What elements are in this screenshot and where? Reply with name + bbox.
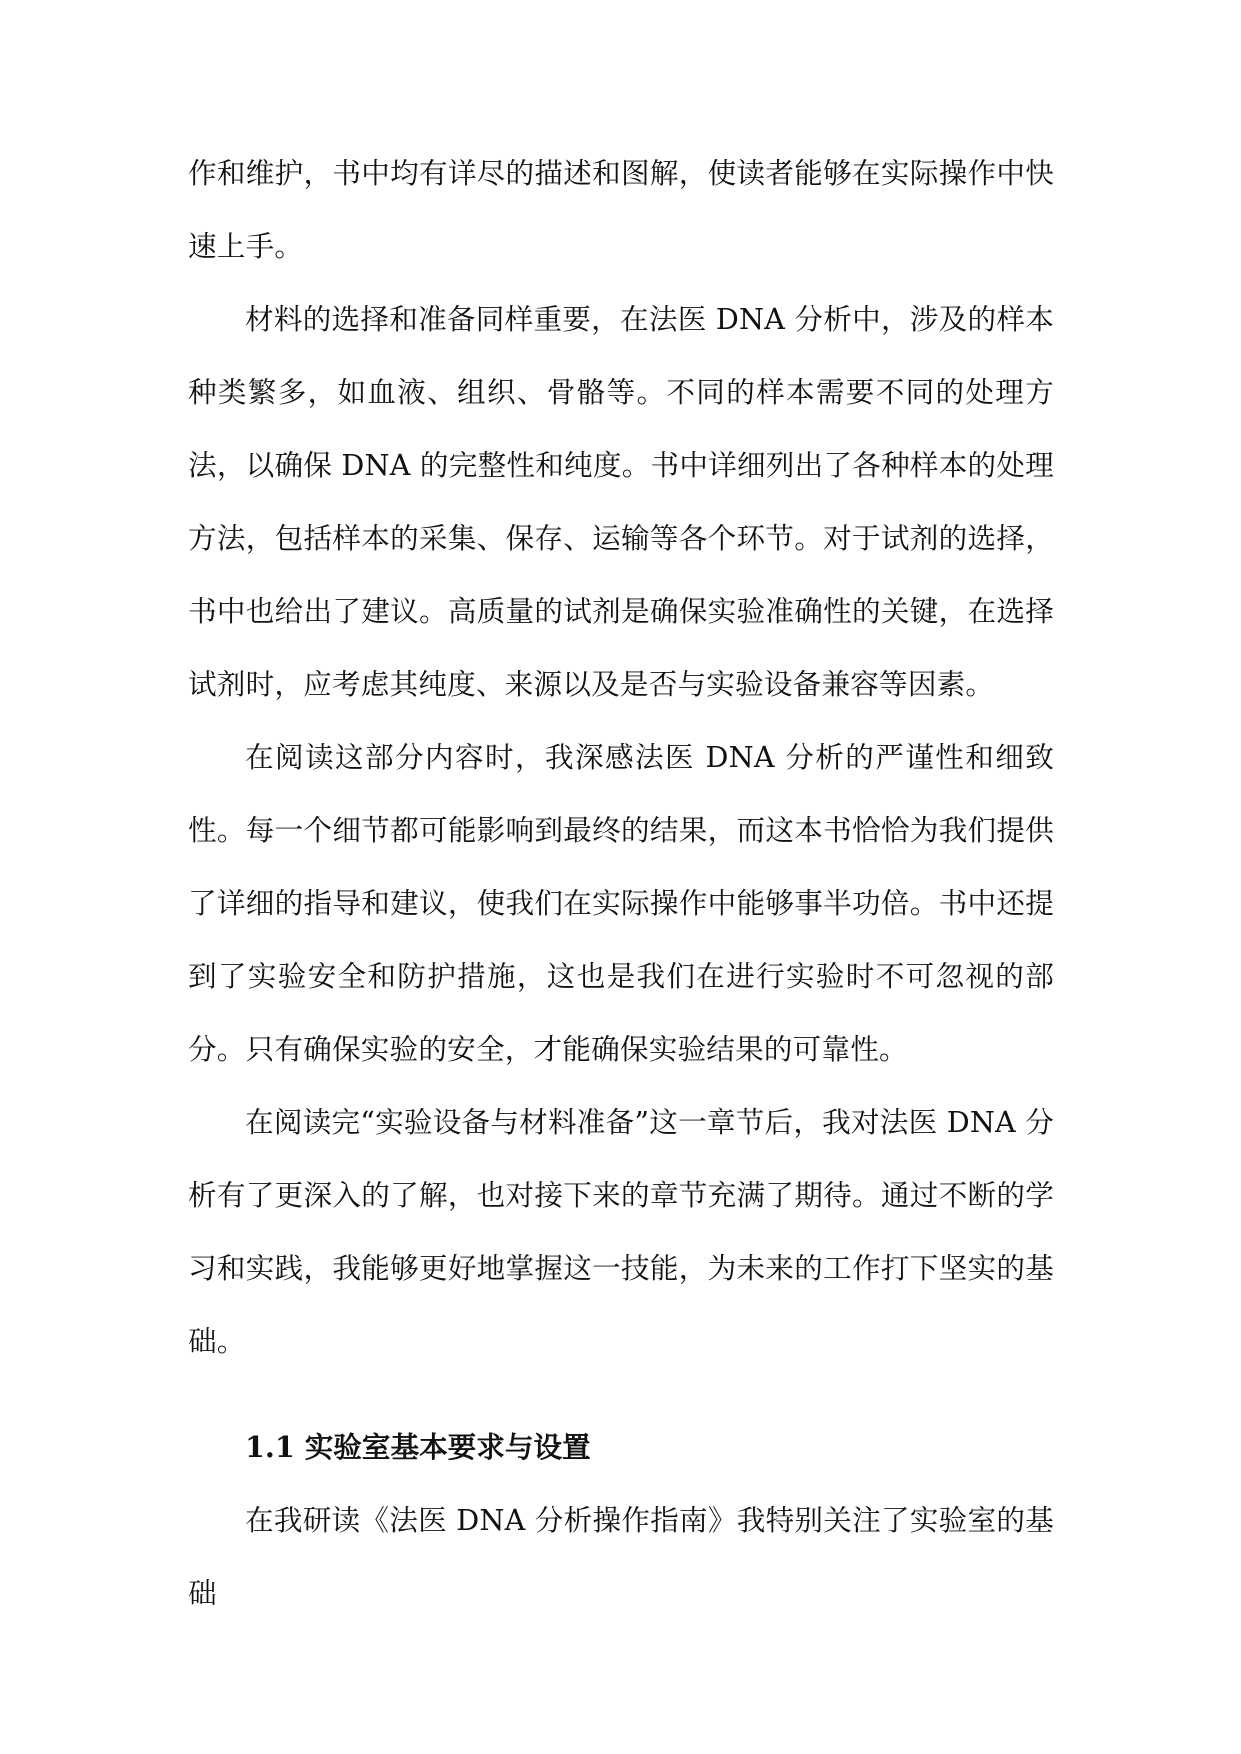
section-heading: 1.1 实验室基本要求与设置 [245, 1430, 591, 1464]
paragraph-materials: 材料的选择和准备同样重要，在法医 DNA 分析中，涉及的样本种类繁多，如血液、组织、骨骼等。不同的样本需要不同的处理方法，以确保 DNA 的完整性和纯度。书中详细列出了各种样本的处理方法，包括样本的采集、保存、运输等各个环节。对于试剂的选择，书中也给出了建议。高质量的试剂是确保实验准确性的关键，在选择试剂时，应考虑其纯度、来源以及是否与实验设备兼容等因素。 [188, 302, 1054, 701]
paragraph-chapter-summary: 在阅读完“实验设备与材料准备”这一章节后，我对法医 DNA 分析有了更深入的了解，也对接下来的章节充满了期待。通过不断的学习和实践，我能够更好地掌握这一技能，为未来的工作打下坚实的基础。 [188, 1105, 1054, 1358]
paragraph-section-intro: 在我研读《法医 DNA 分析操作指南》我特别关注了实验室的基础 [188, 1503, 1054, 1610]
paragraph-reflection: 在阅读这部分内容时，我深感法医 DNA 分析的严谨性和细致性。每一个细节都可能影响到最终的结果，而这本书恰恰为我们提供了详细的指导和建议，使我们在实际操作中能够事半功倍。书中还提到了实验安全和防护措施，这也是我们在进行实验时不可忽视的部分。只有确保实验的安全，才能确保实验结果的可靠性。 [188, 740, 1054, 1066]
paragraph-continuation: 作和维护，书中均有详尽的描述和图解，使读者能够在实际操作中快速上手。 [188, 156, 1054, 263]
document-body [188, 137, 1054, 1630]
